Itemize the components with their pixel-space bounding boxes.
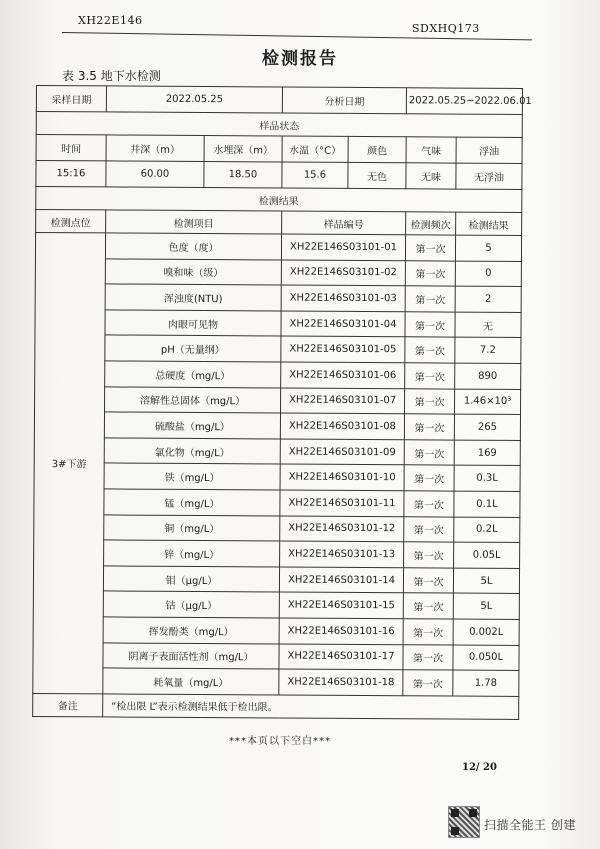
scanner-watermark: 扫描全能王 创建 — [484, 818, 576, 832]
result-cell: 7.2 — [455, 337, 521, 363]
id-cell: XH22E146S03101-03 — [281, 285, 405, 311]
table-row — [33, 591, 519, 620]
item-cell: 氯化物（mg/L） — [104, 438, 280, 465]
id-cell: XH22E146S03101-02 — [281, 260, 405, 286]
result-cell: 0 — [455, 261, 521, 287]
results-label: 检测结果 — [36, 187, 522, 213]
item-cell: 浑浊度(NTU) — [105, 284, 281, 311]
table-row — [34, 437, 520, 466]
id-cell: XH22E146S03101-15 — [279, 592, 403, 618]
table-row — [35, 233, 521, 262]
table-row — [35, 335, 521, 364]
result-cell: 890 — [455, 363, 521, 389]
id-cell: XH22E146S03101-05 — [281, 336, 405, 362]
item-cell: 铜（mg/L） — [104, 514, 280, 541]
item-cell: 锌（mg/L） — [104, 540, 280, 567]
results-header: 检测点位 — [36, 210, 106, 233]
state-header: 井深（m） — [106, 135, 204, 162]
id-cell: XH22E146S03101-06 — [281, 362, 405, 388]
table-row — [34, 488, 520, 517]
table-row — [35, 258, 521, 287]
freq-cell: 第一次 — [403, 593, 453, 619]
id-cell: XH22E146S03101-18 — [279, 669, 403, 695]
freq-cell: 第一次 — [403, 644, 453, 670]
analysis-date-value: 2022.05.25~2022.06.01 — [406, 88, 522, 115]
table-row — [33, 565, 519, 594]
freq-cell: 第一次 — [405, 388, 455, 414]
state-value: 无味 — [406, 163, 456, 189]
id-cell: XH22E146S03101-17 — [279, 643, 403, 669]
id-cell: XH22E146S03101-09 — [280, 439, 404, 465]
id-cell: XH22E146S03101-07 — [281, 388, 405, 414]
remarks-label: 备注 — [33, 693, 103, 716]
id-cell: XH22E146S03101-12 — [280, 516, 404, 542]
id-cell: XH22E146S03101-08 — [280, 413, 404, 439]
remarks-text: “检出限 L”表示检测结果低于检出限。 — [103, 694, 519, 720]
report-code-right: SDXHQ173 — [412, 22, 480, 35]
state-header: 水温（°C） — [282, 136, 348, 162]
remarks-row — [33, 693, 519, 719]
result-cell: 5L — [453, 568, 519, 594]
result-cell: 0.3L — [454, 465, 520, 491]
table-row — [33, 668, 519, 697]
freq-cell: 第一次 — [405, 235, 455, 261]
sampling-row — [36, 86, 522, 115]
freq-cell: 第一次 — [404, 491, 454, 517]
state-value: 无浮油 — [456, 163, 522, 189]
item-cell: 钴（μg/L） — [103, 591, 279, 618]
item-cell: 铁（mg/L） — [104, 463, 280, 490]
report-table-wrapper — [32, 85, 532, 720]
result-cell: 169 — [454, 440, 520, 466]
freq-cell: 第一次 — [404, 516, 454, 542]
item-cell: 硫酸盐（mg/L） — [104, 412, 280, 439]
freq-cell: 第一次 — [403, 567, 453, 593]
results-header: 检测频次 — [406, 212, 456, 235]
freq-cell: 第一次 — [405, 363, 455, 389]
table-row — [34, 540, 520, 569]
result-cell: 1.46×10³ — [455, 389, 521, 415]
freq-cell: 第一次 — [403, 670, 453, 696]
sample-state-label: 样品状态 — [36, 112, 522, 138]
table-row — [33, 642, 519, 671]
freq-cell: 第一次 — [404, 542, 454, 568]
result-cell: 无 — [455, 312, 521, 338]
table-row — [34, 514, 520, 543]
id-cell: XH22E146S03101-10 — [280, 464, 404, 490]
results-header: 检测结果 — [456, 212, 522, 235]
state-value: 15.6 — [282, 162, 348, 188]
item-cell: 锰（mg/L） — [104, 489, 280, 516]
sampling-date-label: 采样日期 — [36, 86, 106, 112]
sample-state-value-row — [36, 161, 522, 190]
item-cell: pH（无量纲） — [105, 335, 281, 362]
id-cell: XH22E146S03101-16 — [279, 618, 403, 644]
results-header-row — [36, 210, 522, 236]
item-cell: 阴离子表面活性剂（mg/L） — [103, 642, 279, 669]
table-row — [34, 412, 520, 441]
state-value: 18.50 — [204, 162, 282, 188]
result-cell: 0.002L — [453, 619, 519, 645]
result-cell: 0.2L — [454, 517, 520, 543]
id-cell: XH22E146S03101-11 — [280, 490, 404, 516]
analysis-date-label: 分析日期 — [282, 87, 406, 114]
monitoring-point: 3#下游 — [33, 233, 106, 694]
end-of-page-mark: ***本页以下空白*** — [229, 736, 331, 747]
page-title: 检测报告 — [262, 49, 338, 69]
state-header: 气味 — [406, 137, 456, 163]
freq-cell: 第一次 — [405, 312, 455, 338]
qr-code-icon — [448, 806, 480, 838]
id-cell: XH22E146S03101-13 — [280, 541, 404, 567]
freq-cell: 第一次 — [405, 337, 455, 363]
state-header: 时间 — [36, 135, 106, 161]
sample-state-section — [36, 112, 522, 138]
state-value: 15:16 — [36, 161, 106, 187]
results-header: 样品编号 — [282, 211, 406, 235]
table-row — [35, 284, 521, 313]
state-value: 60.00 — [106, 161, 204, 188]
table-row — [35, 309, 521, 338]
item-cell: 总硬度（mg/L） — [105, 361, 281, 388]
item-cell: 嗅和味（级） — [105, 259, 281, 286]
results-header: 检测项目 — [106, 210, 282, 234]
results-section — [36, 187, 522, 213]
result-cell: 0.050L — [453, 645, 519, 671]
table-row — [33, 616, 519, 645]
report-table — [32, 85, 532, 720]
table-caption: 表 3.5 地下水检测 — [62, 69, 161, 83]
item-cell: 钼（μg/L） — [103, 566, 279, 593]
result-cell: 5 — [455, 235, 521, 261]
page-number: 12/ 20 — [462, 762, 497, 773]
item-cell: 色度（度） — [105, 233, 281, 260]
state-value: 无色 — [348, 162, 406, 188]
item-cell: 耗氧量（mg/L） — [103, 668, 279, 695]
item-cell: 肉眼可见物 — [105, 310, 281, 337]
sample-state-header-row — [36, 135, 522, 164]
result-cell: 5L — [453, 593, 519, 619]
result-cell: 265 — [454, 414, 520, 440]
id-cell: XH22E146S03101-01 — [281, 234, 405, 260]
id-cell: XH22E146S03101-04 — [281, 311, 405, 337]
table-row — [35, 360, 521, 389]
table-row — [35, 386, 521, 415]
freq-cell: 第一次 — [405, 260, 455, 286]
freq-cell: 第一次 — [404, 414, 454, 440]
state-header: 颜色 — [348, 136, 406, 162]
table-row — [34, 463, 520, 492]
freq-cell: 第一次 — [404, 465, 454, 491]
id-cell: XH22E146S03101-14 — [279, 567, 403, 593]
result-cell: 2 — [455, 286, 521, 312]
sampling-date-value: 2022.05.25 — [106, 86, 282, 113]
result-cell: 0.1L — [454, 491, 520, 517]
report-code-left: XH22E146 — [78, 14, 143, 27]
freq-cell: 第一次 — [404, 440, 454, 466]
state-header: 浮油 — [456, 137, 522, 163]
result-cell: 0.05L — [454, 542, 520, 568]
item-cell: 溶解性总固体（mg/L） — [105, 386, 281, 413]
freq-cell: 第一次 — [405, 286, 455, 312]
freq-cell: 第一次 — [403, 619, 453, 645]
state-header: 水埋深（m） — [204, 136, 282, 162]
result-cell: 1.78 — [453, 670, 519, 696]
item-cell: 挥发酚类（mg/L） — [103, 617, 279, 644]
